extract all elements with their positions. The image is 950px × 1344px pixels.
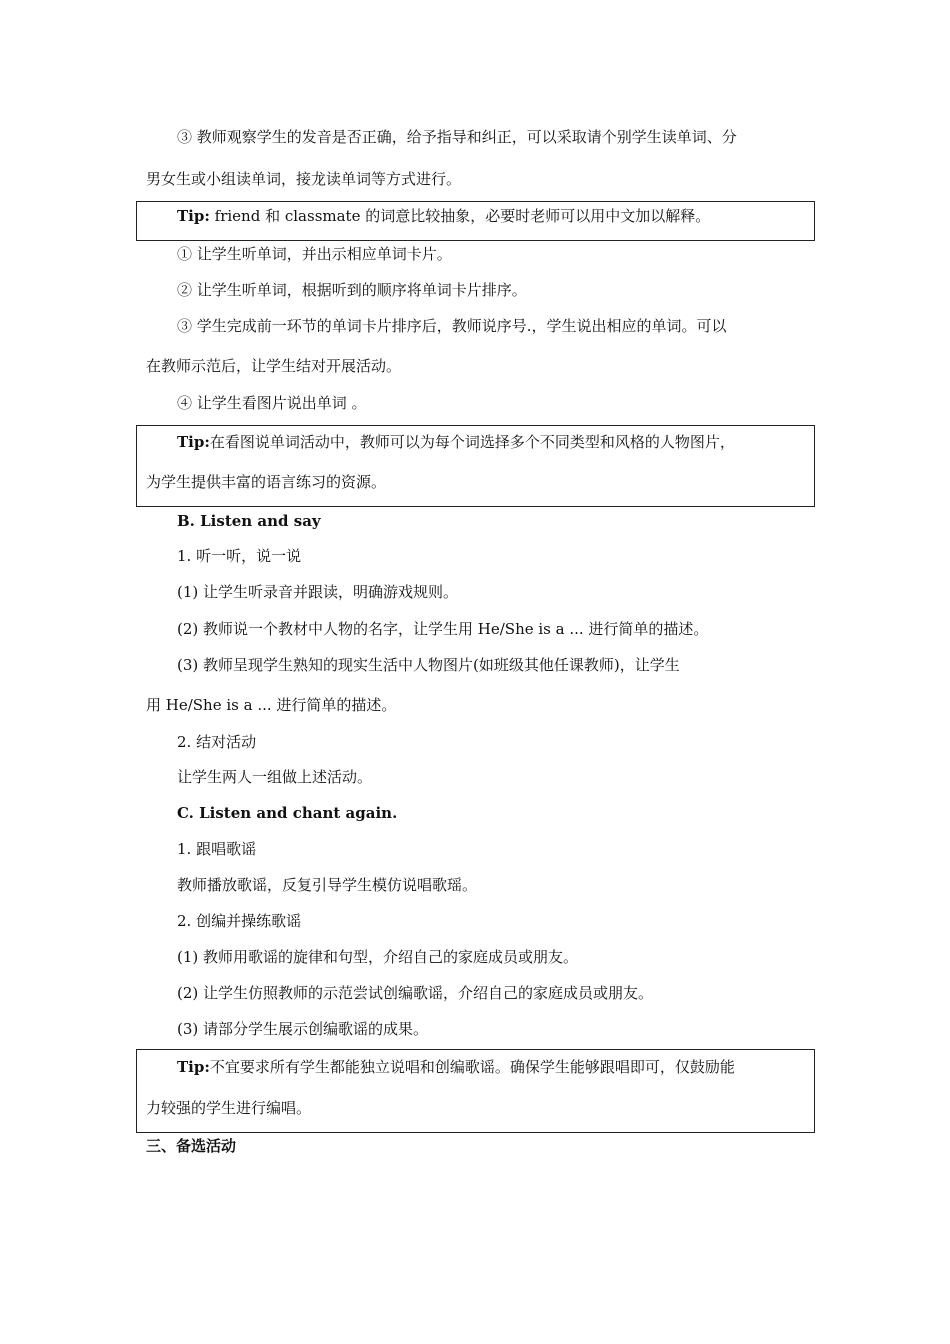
tip-box-2 bbox=[136, 425, 815, 507]
section-c-item1: (1) 教师用歌谣的旋律和句型，介绍自己的家庭成员或朋友。 bbox=[177, 948, 579, 966]
section-c-sub1-text: 教师播放歌谣，反复引导学生模仿说唱歌瑶。 bbox=[177, 876, 478, 894]
section-3-title: 三、备选活动 bbox=[146, 1137, 237, 1155]
step-3-line2: 在教师示范后，让学生结对开展活动。 bbox=[146, 357, 402, 375]
tip-2-line1 bbox=[177, 432, 735, 452]
section-c-title: C. Listen and chant again. bbox=[177, 804, 398, 822]
step-3-line1: ③ 学生完成前一环节的单词卡片排序后，教师说序号.，学生说出相应的单词。可以 bbox=[177, 317, 727, 335]
tip-label: Tip: bbox=[177, 207, 210, 225]
section-b-sub2-text: 让学生两人一组做上述活动。 bbox=[177, 768, 373, 786]
tip-box-1 bbox=[136, 201, 815, 241]
tip-box-3 bbox=[136, 1049, 815, 1133]
section-c-sub1: 1. 跟唱歌谣 bbox=[177, 840, 257, 858]
section-b-sub1: 1. 听一听，说一说 bbox=[177, 547, 302, 565]
step-2: ② 让学生听单词，根据听到的顺序将单词卡片排序。 bbox=[177, 281, 527, 299]
tip-2-line2: 为学生提供丰富的语言练习的资源。 bbox=[146, 473, 387, 491]
tip-3-line2: 力较强的学生进行编唱。 bbox=[146, 1099, 312, 1117]
step-1: ① 让学生听单词，并出示相应单词卡片。 bbox=[177, 245, 452, 263]
section-b-title: B. Listen and say bbox=[177, 512, 321, 530]
tip-1-text: friend 和 classmate 的词意比较抽象，必要时老师可以用中文加以解释。 bbox=[209, 207, 711, 225]
paragraph-3-line1: ③ 教师观察学生的发音是否正确，给予指导和纠正，可以采取请个别学生读单词、分 bbox=[177, 128, 737, 146]
section-b-item3-line1: (3) 教师呈现学生熟知的现实生活中人物图片(如班级其他任课教师)，让学生 bbox=[177, 656, 680, 674]
step-4: ④ 让学生看图片说出单词 。 bbox=[177, 394, 367, 412]
tip-3-line1 bbox=[177, 1057, 735, 1077]
section-c-sub2: 2. 创编并操练歌谣 bbox=[177, 912, 302, 930]
section-b-sub2: 2. 结对活动 bbox=[177, 733, 257, 751]
section-b-item2: (2) 教师说一个教材中人物的名字，让学生用 He/She is a ... 进行简单的描述。 bbox=[177, 620, 709, 638]
tip-label: Tip: bbox=[177, 433, 210, 451]
section-b-item1: (1) 让学生听录音并跟读，明确游戏规则。 bbox=[177, 583, 459, 601]
tip-1-line bbox=[177, 206, 710, 226]
tip-3-text: 不宜要求所有学生都能独立说唱和创编歌谣。确保学生能够跟唱即可，仅鼓励能 bbox=[209, 1058, 735, 1076]
tip-label: Tip: bbox=[177, 1058, 210, 1076]
section-c-item3: (3) 请部分学生展示创编歌谣的成果。 bbox=[177, 1020, 429, 1038]
paragraph-3-line2: 男女生或小组读单词，接龙读单词等方式进行。 bbox=[146, 170, 462, 188]
section-c-item2: (2) 让学生仿照教师的示范尝试创编歌谣，介绍自己的家庭成员或朋友。 bbox=[177, 984, 654, 1002]
section-b-item3-line2: 用 He/She is a ... 进行简单的描述。 bbox=[146, 696, 397, 714]
tip-2-text: 在看图说单词活动中，教师可以为每个词选择多个不同类型和风格的人物图片， bbox=[209, 433, 735, 451]
